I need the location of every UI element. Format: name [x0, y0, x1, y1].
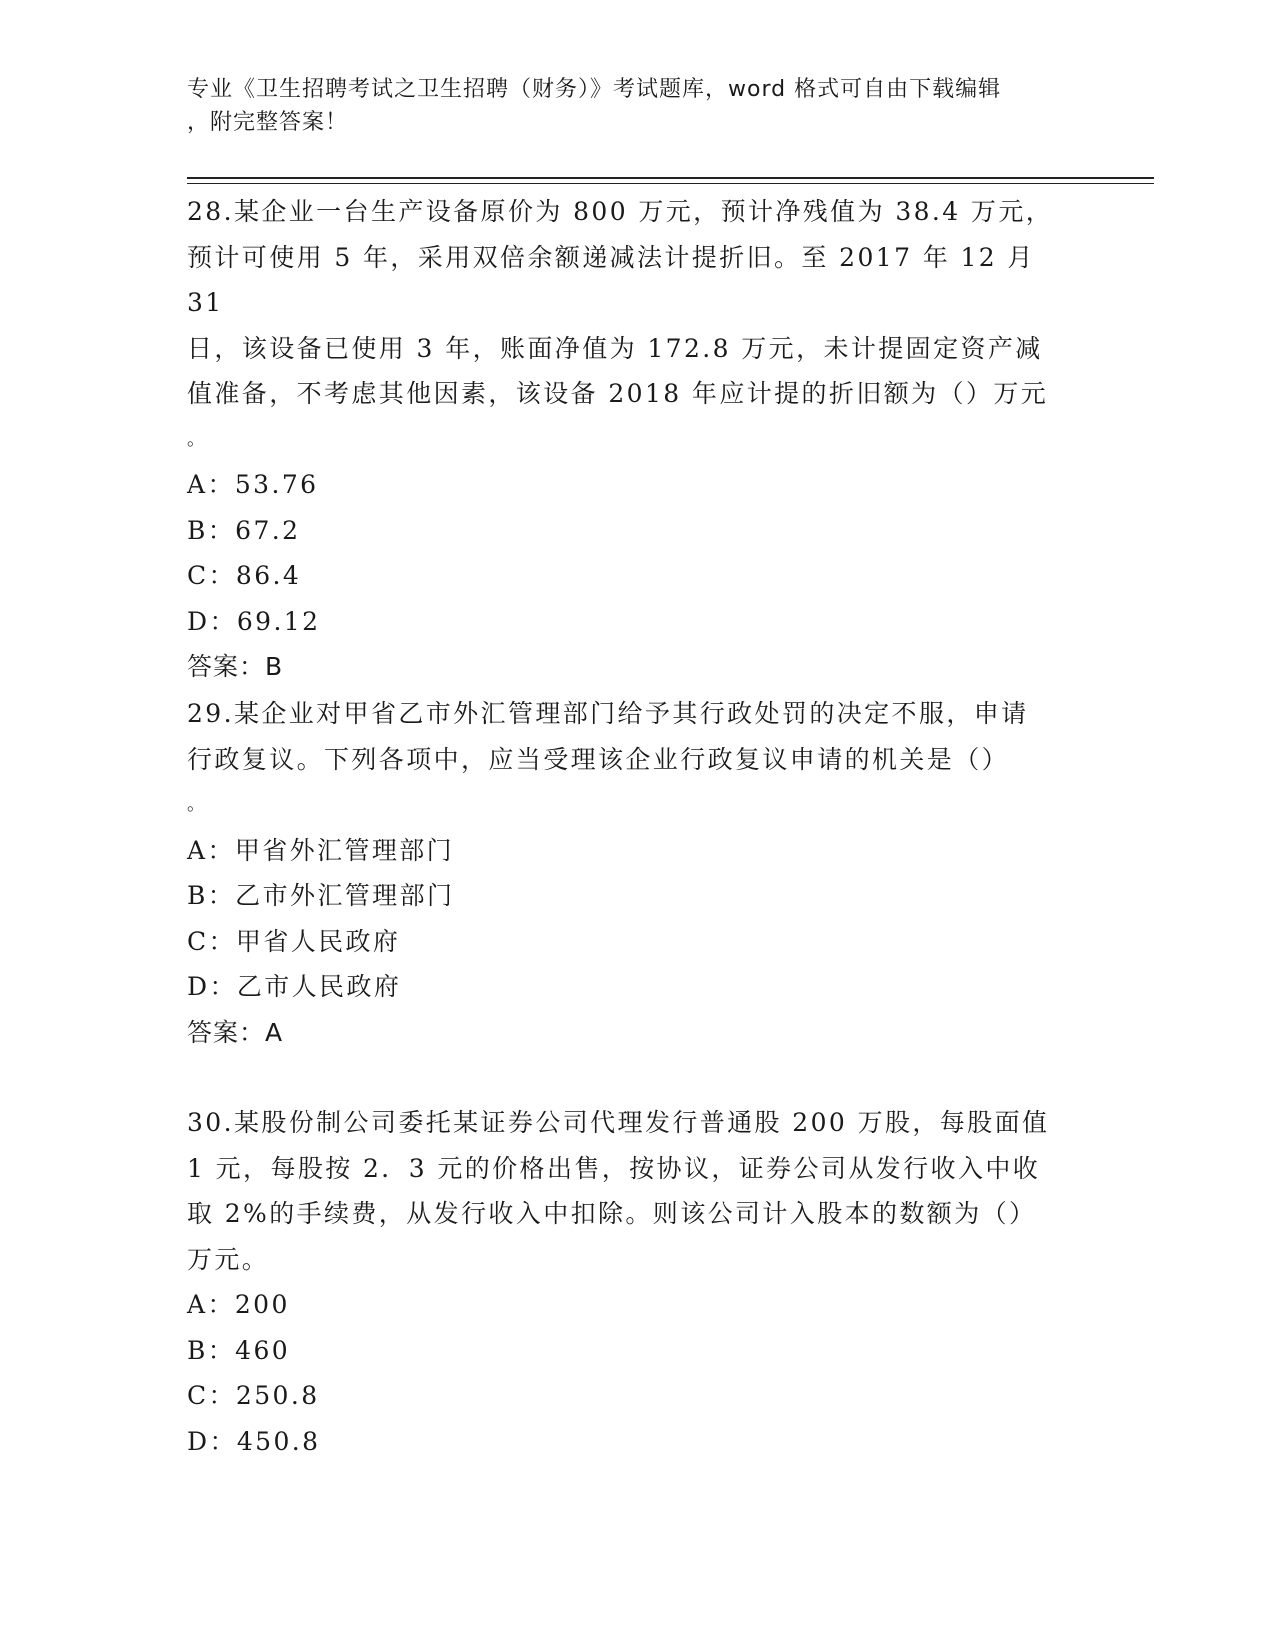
option-c: C：甲省人民政府	[187, 926, 401, 956]
option-c: C：86.4	[187, 561, 302, 590]
option-a: A：200	[187, 1290, 290, 1319]
header-divider-thin	[187, 183, 1154, 184]
option-b: B：67.2	[187, 515, 301, 545]
question-30	[187, 1100, 1077, 1464]
answer-line: 答案：A	[187, 1017, 284, 1047]
question-stem-line: 值准备，不考虑其他因素，该设备 2018 年应计提的折旧额为（）万元	[187, 379, 1049, 408]
option-a: A：53.76	[187, 470, 319, 499]
option-b: B：乙市外汇管理部门	[187, 881, 455, 910]
option-a: A：甲省外汇管理部门	[187, 835, 455, 865]
question-29	[187, 691, 1077, 1055]
header-line-2: ，附完整答案！	[187, 110, 349, 135]
header-line-1: 专业《卫生招聘考试之卫生招聘（财务）》考试题库，word 格式可自由下载编辑	[187, 77, 1002, 102]
option-d: D：69.12	[187, 606, 321, 636]
question-stem-tail: 。	[187, 428, 208, 450]
header-divider-thick	[187, 177, 1154, 179]
question-stem-line: 30.某股份制公司委托某证券公司代理发行普通股 200 万股，每股面值	[187, 1108, 1050, 1137]
question-stem-line: 预计可使用 5 年，采用双倍余额递减法计提折旧。至 2017 年 12 月 31	[187, 242, 1035, 317]
question-stem-line: 万元。	[187, 1244, 270, 1274]
question-stem-line: 取 2%的手续费，从发行收入中扣除。则该公司计入股本的数额为（）	[187, 1199, 1037, 1228]
option-c: C：250.8	[187, 1381, 320, 1410]
question-stem-line: 28.某企业一台生产设备原价为 800 万元，预计净残值为 38.4 万元，	[187, 197, 1054, 226]
option-d: D：450.8	[187, 1426, 321, 1456]
question-stem-tail: 。	[187, 794, 208, 815]
question-stem-line: 1 元，每股按 2．3 元的价格出售，按协议，证券公司从发行收入中收	[187, 1153, 1041, 1183]
option-b: B：460	[187, 1335, 291, 1365]
answer-line: 答案：B	[187, 652, 284, 681]
question-stem-line: 日，该设备已使用 3 年，账面净值为 172.8 万元，未计提固定资产减	[187, 333, 1043, 363]
document-header	[187, 73, 1087, 139]
question-28	[187, 189, 1077, 690]
question-stem-line: 29.某企业对甲省乙市外汇管理部门给予其行政处罚的决定不服，申请	[187, 699, 1029, 728]
option-d: D：乙市人民政府	[187, 972, 402, 1001]
question-stem-line: 行政复议。下列各项中，应当受理该企业行政复议申请的机关是（）	[187, 744, 1010, 774]
